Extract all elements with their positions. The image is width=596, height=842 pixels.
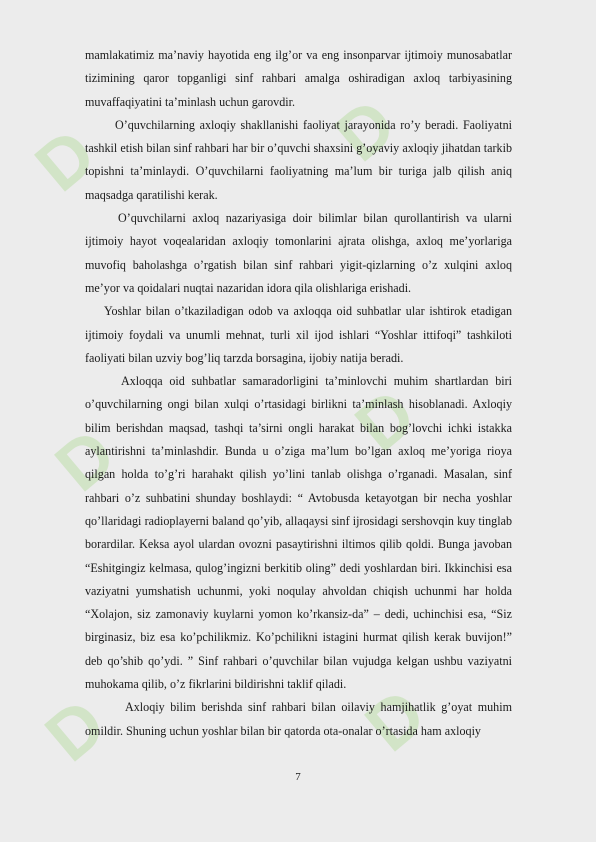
watermark-mark: D [20, 113, 110, 207]
paragraph: mamlakatimiz ma’naviy hayotida eng ilg’or va eng insonparvar ijtimoiy munosabatlar tizimining qaror topganligi sinf rahbari amalga oshiradigan axloq tarbiyasining muvaffaqiyatini ta’minlash uchun garovdir. [85, 48, 512, 109]
watermark-mark: D [340, 373, 430, 467]
watermark-mark: D [320, 83, 410, 177]
watermark-mark: D [350, 673, 440, 767]
paragraph: O’quvchilarning axloqiy shakllanishi faoliyat jarayonida ro’y beradi. Faoliyatni tashkil etish bilan sinf rahbari har bir o’quvchi shaxsini g’oyaviy axloqiy jihatdan tarkib topishni ta’minlaydi. O’quvchilarni faoliyatning ma’lum bir turiga jalb qilish aniq maqsadga qaratilishi kerak. [85, 117, 512, 202]
paragraph: O’quvchilarni axloq nazariyasiga doir bilimlar bilan qurollantirish va ularni ijtimoiy hayot voqealaridan axloqiy tomonlarini ajrata olishga, axloq me’yorlariga muvofiq baholashga o’rgatish bilan sinf rahbari yigit-qizlarning o’z xulqini axloq me’yor va qoidalari nuqtai nazaridan idora qila olishlariga erishadi. [85, 211, 512, 295]
paragraph: Yoshlar bilan o’tkaziladigan odob va axloqqa oid suhbatlar ular ishtirok etadigan ijtimoiy foydali va unumli mehnat, turli xil ijod ishlari “Yoshlar ittifoqi” tashkiloti faoliyati bilan uzviy bog’liq tarzda borsagina, ijobiy natija beradi. [85, 304, 512, 365]
page-body [85, 44, 512, 743]
page-number: 7 [295, 771, 301, 783]
watermark-mark: D [30, 683, 120, 777]
paragraph: Axloqiy bilim berishda sinf rahbari bilan oilaviy hamjihatlik g’oyat muhim omildir. Shuning uchun yoshlar bilan bir qatorda ota-onalar o’rtasida ham axloqiy [85, 700, 512, 738]
watermark-mark: D [40, 413, 130, 507]
paragraph: Axloqqa oid suhbatlar samaradorligini ta’minlovchi muhim shartlardan biri o’quvchilarning ongi bilan xulqi o’rtasidagi birlikni ta’minlash hisoblanadi. Axloqiy bilim berishdan maqsad, tashqi ta’sirni ongli harakat bilan bog’lovchi ichki istakka aylantirishni ta’minlashdir. Bunda u o’ziga ma’lum bo’lgan axloq me’yoriga rioya qilgan holda to’g’ri harahakt qilish yo’lini tanlab olishga o’rganadi. Masalan, sinf rahbari o’z suhbatini shunday boshlaydi: “ Avtobusda ketayotgan bir necha yoshlar qo’llaridagi radioplayerni baland qo’yib, allaqaysi sinf ijrosidagi sershovqin kuy tinglab borardilar. Keksa ayol ulardan ovozni pasaytirishni iltimos qilib qoldi. Bunga javoban “Eshitgingiz kelmasa, qulog’ingizni berkitib oling” dedi yoshlardan biri. Ikkinchisi esa vaziyatni yumshatish uchunmi, yoki noqulay ahvoldan chiqish uchunmi har holda “Xolajon, siz zamonaviy kuylarni yomon ko’rkansiz-da” – dedi, uchinchisi esa, “Siz birginasiz, biz esa ko’pchilikmiz. Ko’pchilikni istagini hurmat qilish kerak buvijon!” deb qo’shib qo’ydi. ” Sinf rahbari o’quvchilar bilan vujudga kelgan ushbu vaziyatni muhokama qilib, o’z fikrlarini bildirishni taklif qiladi. [85, 374, 512, 692]
